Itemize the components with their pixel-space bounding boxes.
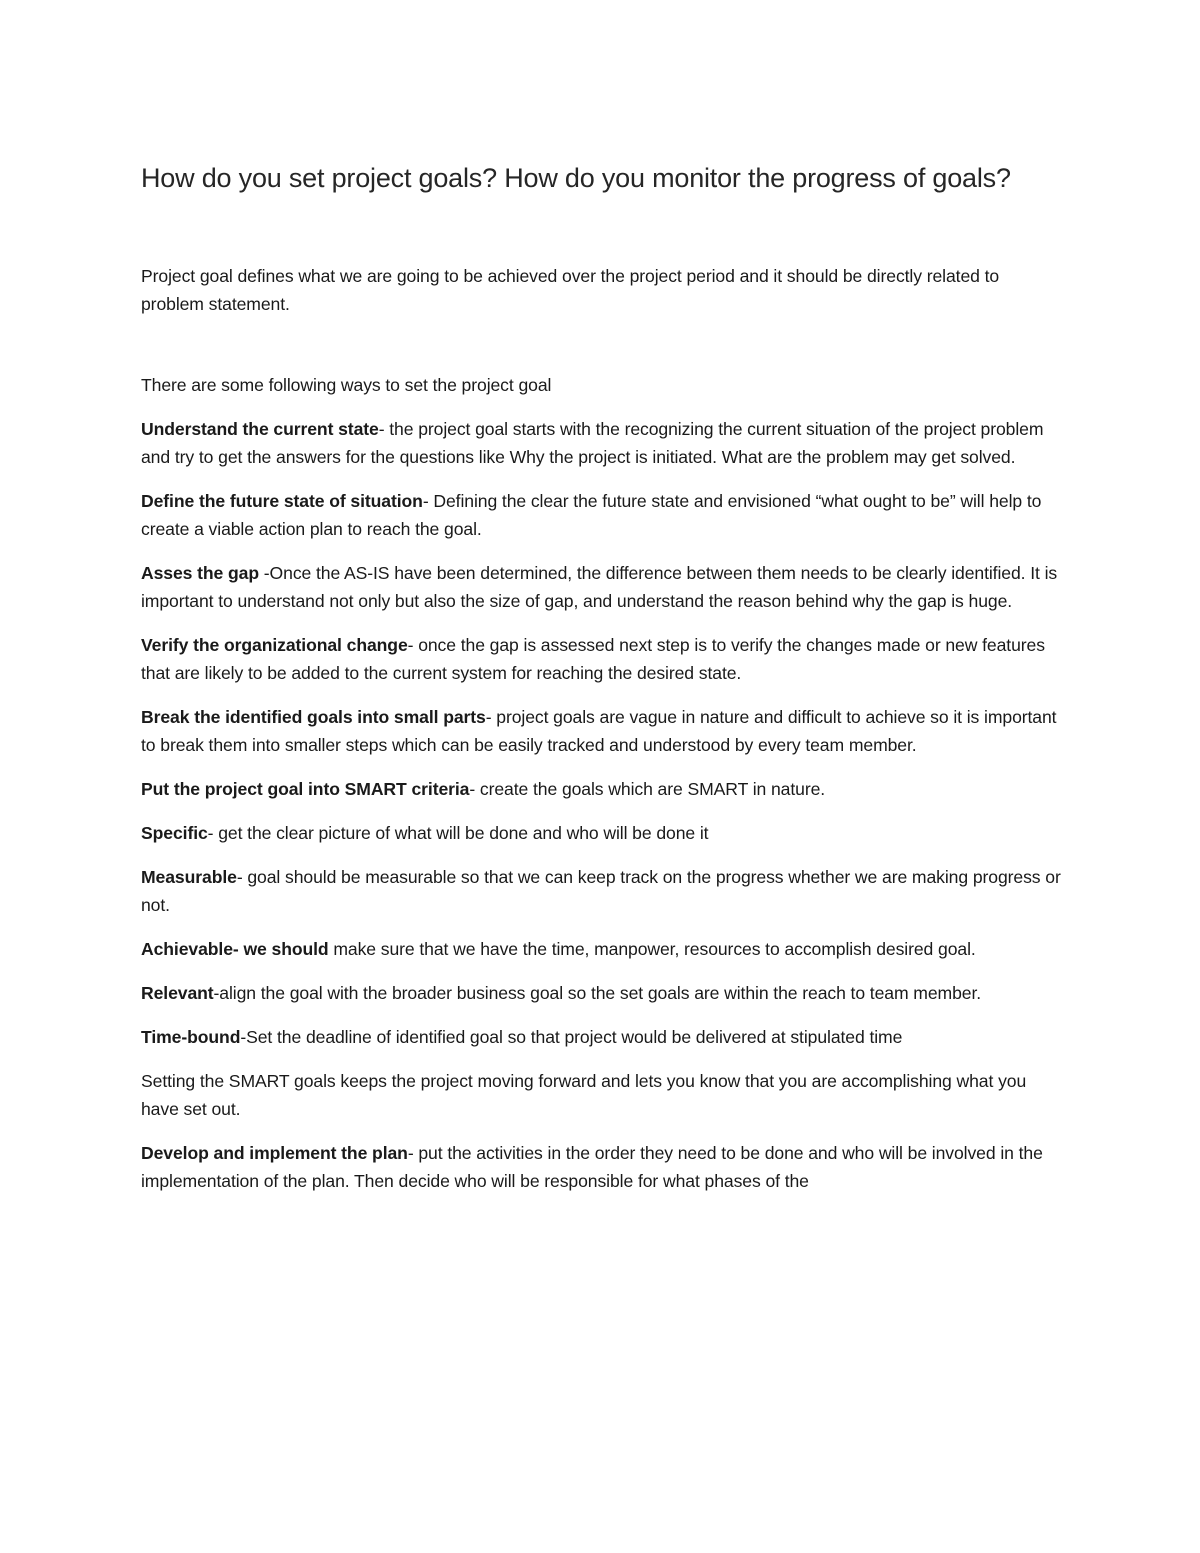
- section-text: - the project goal starts with the recognizing the current situation of the project problem and try to get the answers for the questions like Why the project is initiated. What are the problem may get solved.: [141, 419, 1044, 467]
- section-asses-gap: [141, 559, 1061, 615]
- section-define-future-state: [141, 487, 1061, 543]
- lead-paragraph: There are some following ways to set the project goal: [141, 375, 552, 395]
- smart-summary-paragraph: [141, 1067, 1061, 1123]
- section-text: -align the goal with the broader business goal so the set goals are within the reach to team member.: [213, 983, 982, 1003]
- section-heading: Verify the organizational change: [141, 635, 408, 655]
- section-text: - once the gap is assessed next step is to verify the changes made or new features that are likely to be added to the current system for reaching the desired state.: [141, 635, 1045, 683]
- section-text: - Defining the clear the future state and envisioned “what ought to be” will help to create a viable action plan to reach the goal.: [141, 491, 1042, 539]
- section-verify-change: [141, 631, 1061, 687]
- section-develop-plan: [141, 1139, 1061, 1195]
- section-text: -Once the AS-IS have been determined, the difference between them needs to be clearly identified. It is important to understand not only but also the size of gap, and understand the reason behind why the gap is huge.: [141, 563, 1058, 611]
- section-heading: Achievable- we should: [141, 939, 329, 959]
- section-text: - get the clear picture of what will be done and who will be done it: [207, 823, 709, 843]
- section-achievable: [141, 935, 1061, 963]
- section-smart-criteria: [141, 775, 1061, 803]
- section-heading: Specific: [141, 823, 208, 843]
- document-body: [141, 158, 1061, 1195]
- section-heading: Break the identified goals into small parts: [141, 707, 486, 727]
- section-heading: Asses the gap: [141, 563, 259, 583]
- section-understand-current-state: [141, 415, 1061, 471]
- section-heading: Define the future state of situation: [141, 491, 423, 511]
- section-specific: [141, 819, 1061, 847]
- section-text: - create the goals which are SMART in nature.: [469, 779, 826, 799]
- section-time-bound: [141, 1023, 1061, 1051]
- section-text: - project goals are vague in nature and difficult to achieve so it is important to break them into smaller steps which can be easily tracked and understood by every team member.: [141, 707, 1057, 755]
- section-heading: Measurable: [141, 867, 237, 887]
- section-text: -Set the deadline of identified goal so that project would be delivered at stipulated time: [240, 1027, 903, 1047]
- intro-paragraph: Project goal defines what we are going to be achieved over the project period and it should be directly related to problem statement.: [141, 266, 1000, 314]
- section-heading: Develop and implement the plan: [141, 1143, 408, 1163]
- section-text: make sure that we have the time, manpower, resources to accomplish desired goal.: [328, 939, 976, 959]
- section-text: - goal should be measurable so that we can keep track on the progress whether we are making progress or not.: [141, 867, 1061, 915]
- section-heading: Understand the current state: [141, 419, 379, 439]
- section-text: Setting the SMART goals keeps the project moving forward and lets you know that you are accomplishing what you have set out.: [141, 1071, 1027, 1119]
- section-break-goals: [141, 703, 1061, 759]
- section-heading: Relevant: [141, 983, 214, 1003]
- section-heading: Time-bound: [141, 1027, 241, 1047]
- document-title: How do you set project goals? How do you monitor the progress of goals?: [141, 163, 1011, 193]
- section-text: - put the activities in the order they need to be done and who will be involved in the implementation of the plan. Then decide who will be responsible for what phases of the: [141, 1143, 1043, 1191]
- section-relevant: [141, 979, 1061, 1007]
- section-measurable: [141, 863, 1061, 919]
- section-heading: Put the project goal into SMART criteria: [141, 779, 470, 799]
